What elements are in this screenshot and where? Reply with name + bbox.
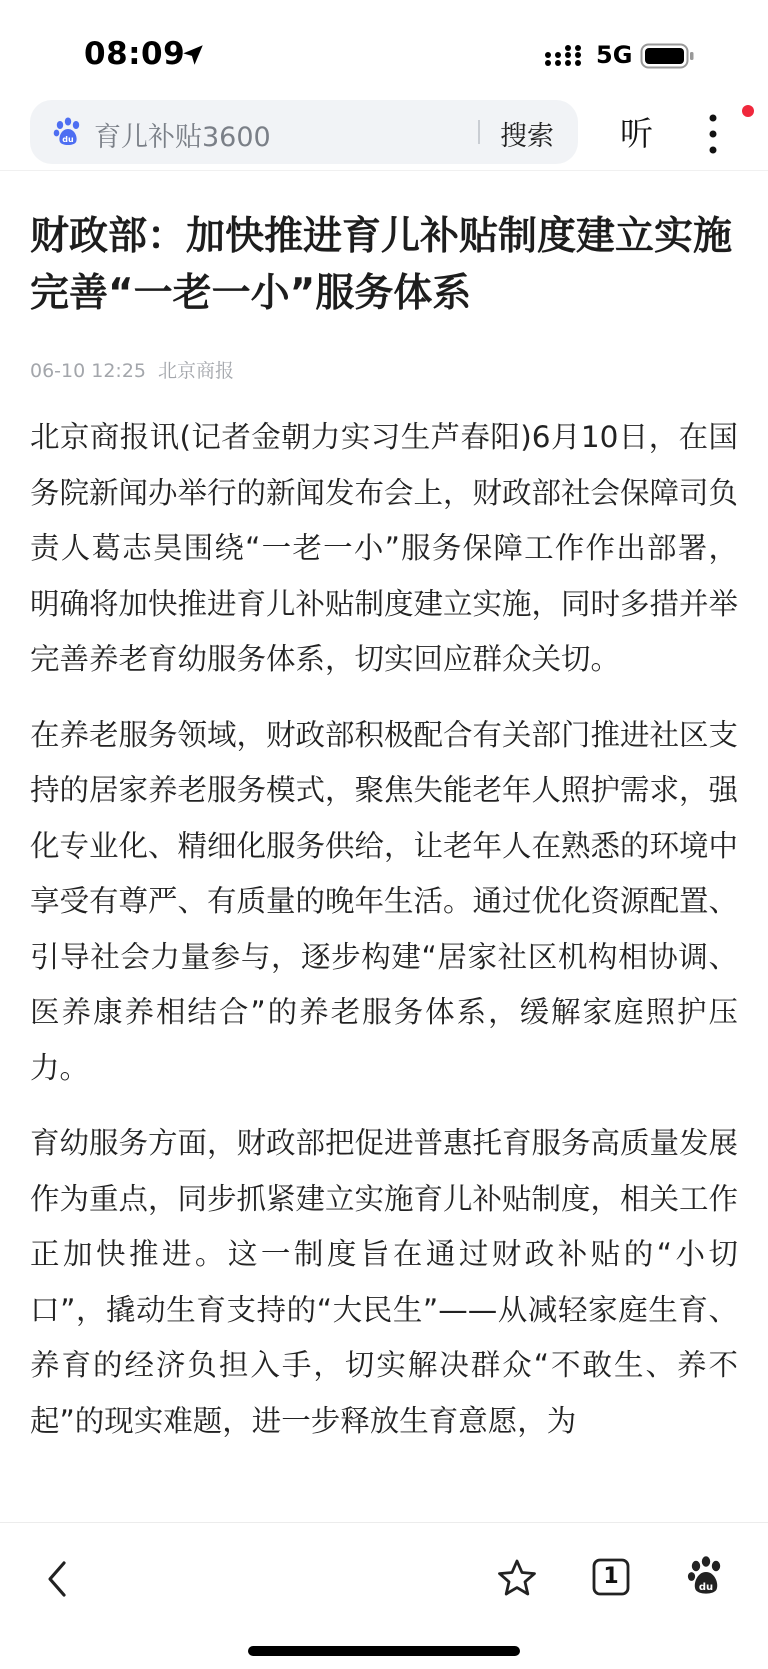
status-bar (0, 0, 768, 100)
header-divider (0, 170, 768, 171)
article-title: 财政部：加快推进育儿补贴制度建立实施 完善“一老一小”服务体系 (30, 214, 733, 316)
svg-text:du: du (62, 135, 74, 144)
battery-icon (640, 42, 696, 70)
notification-dot (742, 105, 754, 117)
star-icon[interactable] (496, 1557, 538, 1599)
location-arrow-icon (180, 42, 206, 68)
article-paragraph: 育幼服务方面，财政部把促进普惠托育服务高质量发展作为重点，同步抓紧建立实施育儿补贴制度，相关工作正加快推进。这一制度旨在通过财政补贴的“小切口”，撬动生育支持的“大民生”——从减轻家庭生育、养育的经济负担入手，切实解决群众“不敢生、养不起”的现实难题，进一步释放生育意愿，为 (30, 1126, 739, 1438)
article-paragraph: 在养老服务领域，财政部积极配合有关部门推进社区支持的居家养老服务模式，聚焦失能老年人照护需求，强化专业化、精细化服务供给，让老年人在熟悉的环境中享受有尊严、有质量的晚年生活。通过优化资源配置、引导社会力量参与，逐步构建“居家社区机构相协调、医养康养相结合”的养老服务体系，缓解家庭照护压力。 (30, 717, 739, 1085)
svg-text:du: du (698, 1582, 714, 1593)
article-source[interactable]: 北京商报 (158, 360, 235, 382)
back-arrow-icon[interactable] (42, 1559, 74, 1599)
search-query-text[interactable]: 育儿补贴3600 (94, 122, 271, 153)
home-indicator (248, 1646, 520, 1656)
more-vertical-icon[interactable] (706, 112, 720, 156)
tabs-count[interactable]: 1 (603, 1564, 619, 1589)
search-divider (478, 120, 480, 144)
listen-button[interactable]: 听 (620, 114, 653, 153)
article-paragraph: 北京商报讯(记者金朝力实习生芦春阳)6月10日，在国务院新闻办举行的新闻发布会上，财政部社会保障司负责人葛志昊围绕“一老一小”服务保障工作作出部署，明确将加快推进育儿补贴制度建立实施，同时多措并举完善养老育幼服务体系，切实回应群众关切。 (30, 420, 739, 676)
search-button[interactable]: 搜索 (500, 121, 554, 152)
baidu-home-icon[interactable] (686, 1555, 726, 1599)
baidu-paw-icon (52, 116, 84, 148)
signal-icon (544, 44, 584, 68)
status-time: 08:09 (84, 36, 186, 72)
search-box[interactable] (30, 100, 578, 164)
network-type: 5G (596, 41, 633, 69)
article-meta (30, 356, 234, 383)
article-body (30, 410, 738, 1469)
article-date: 06-10 12:25 (30, 360, 147, 382)
